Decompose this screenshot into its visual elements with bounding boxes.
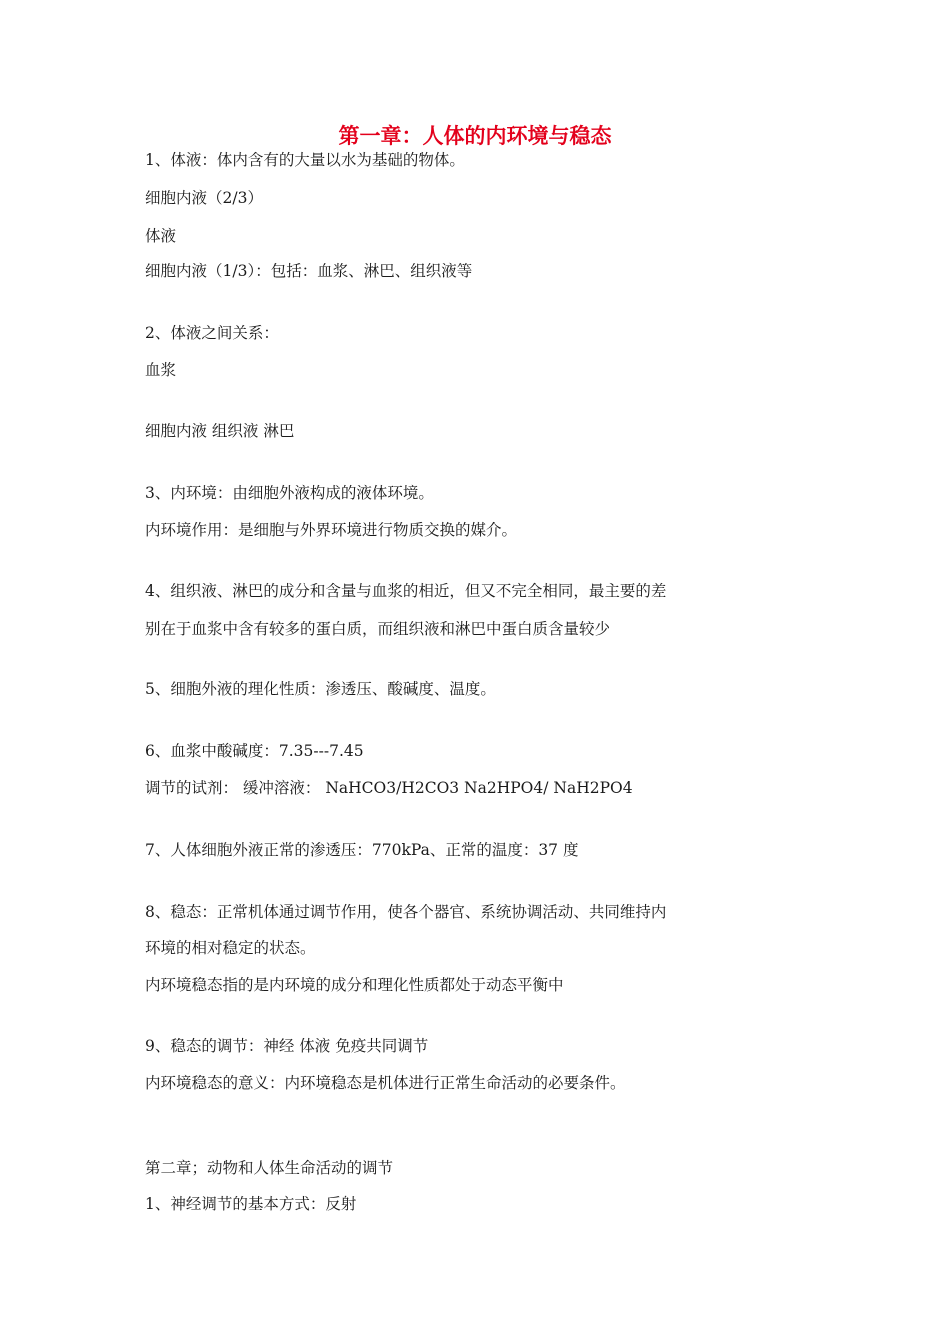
text-line: 内环境稳态的意义：内环境稳态是机体进行正常生命活动的必要条件。	[145, 1074, 626, 1092]
text-line: 环境的相对稳定的状态。	[145, 939, 316, 957]
text-line: 别在于血浆中含有较多的蛋白质，而组织液和淋巴中蛋白质含量较少	[145, 620, 611, 638]
text-line: 1、神经调节的基本方式：反射	[145, 1195, 357, 1213]
text-line: 血浆	[145, 361, 177, 379]
text-line: 1、体液：体内含有的大量以水为基础的物体。	[145, 151, 465, 169]
text-line: 细胞内液（1/3）：包括：血浆、淋巴、组织液等	[145, 262, 473, 280]
text-line: 2、体液之间关系：	[145, 324, 279, 342]
text-line: 5、细胞外液的理化性质：渗透压、酸碱度、温度。	[145, 680, 496, 698]
text-line: 细胞内液（2/3）	[145, 189, 263, 207]
text-line: 7、人体细胞外液正常的渗透压：770kPa、正常的温度：37 度	[145, 841, 579, 859]
text-line: 3、内环境：由细胞外液构成的液体环境。	[145, 484, 434, 502]
chapter-title: 第一章：人体的内环境与稳态	[338, 123, 612, 148]
text-line: 内环境作用：是细胞与外界环境进行物质交换的媒介。	[145, 521, 518, 539]
text-line: 细胞内液 组织液 淋巴	[145, 422, 295, 440]
text-line: 4、组织液、淋巴的成分和含量与血浆的相近，但又不完全相同，最主要的差	[145, 582, 667, 600]
section-heading: 第二章；动物和人体生命活动的调节	[145, 1159, 394, 1177]
text-line: 体液	[145, 227, 177, 245]
text-line: 调节的试剂： 缓冲溶液： NaHCO3/H2CO3 Na2HPO4/ NaH2PO4	[145, 779, 633, 797]
text-line: 内环境稳态指的是内环境的成分和理化性质都处于动态平衡中	[145, 976, 564, 994]
text-line: 8、稳态：正常机体通过调节作用，使各个器官、系统协调活动、共同维持内	[145, 903, 667, 921]
text-line: 6、血浆中酸碱度：7.35---7.45	[145, 742, 364, 760]
text-line: 9、稳态的调节：神经 体液 免疫共同调节	[145, 1037, 429, 1055]
